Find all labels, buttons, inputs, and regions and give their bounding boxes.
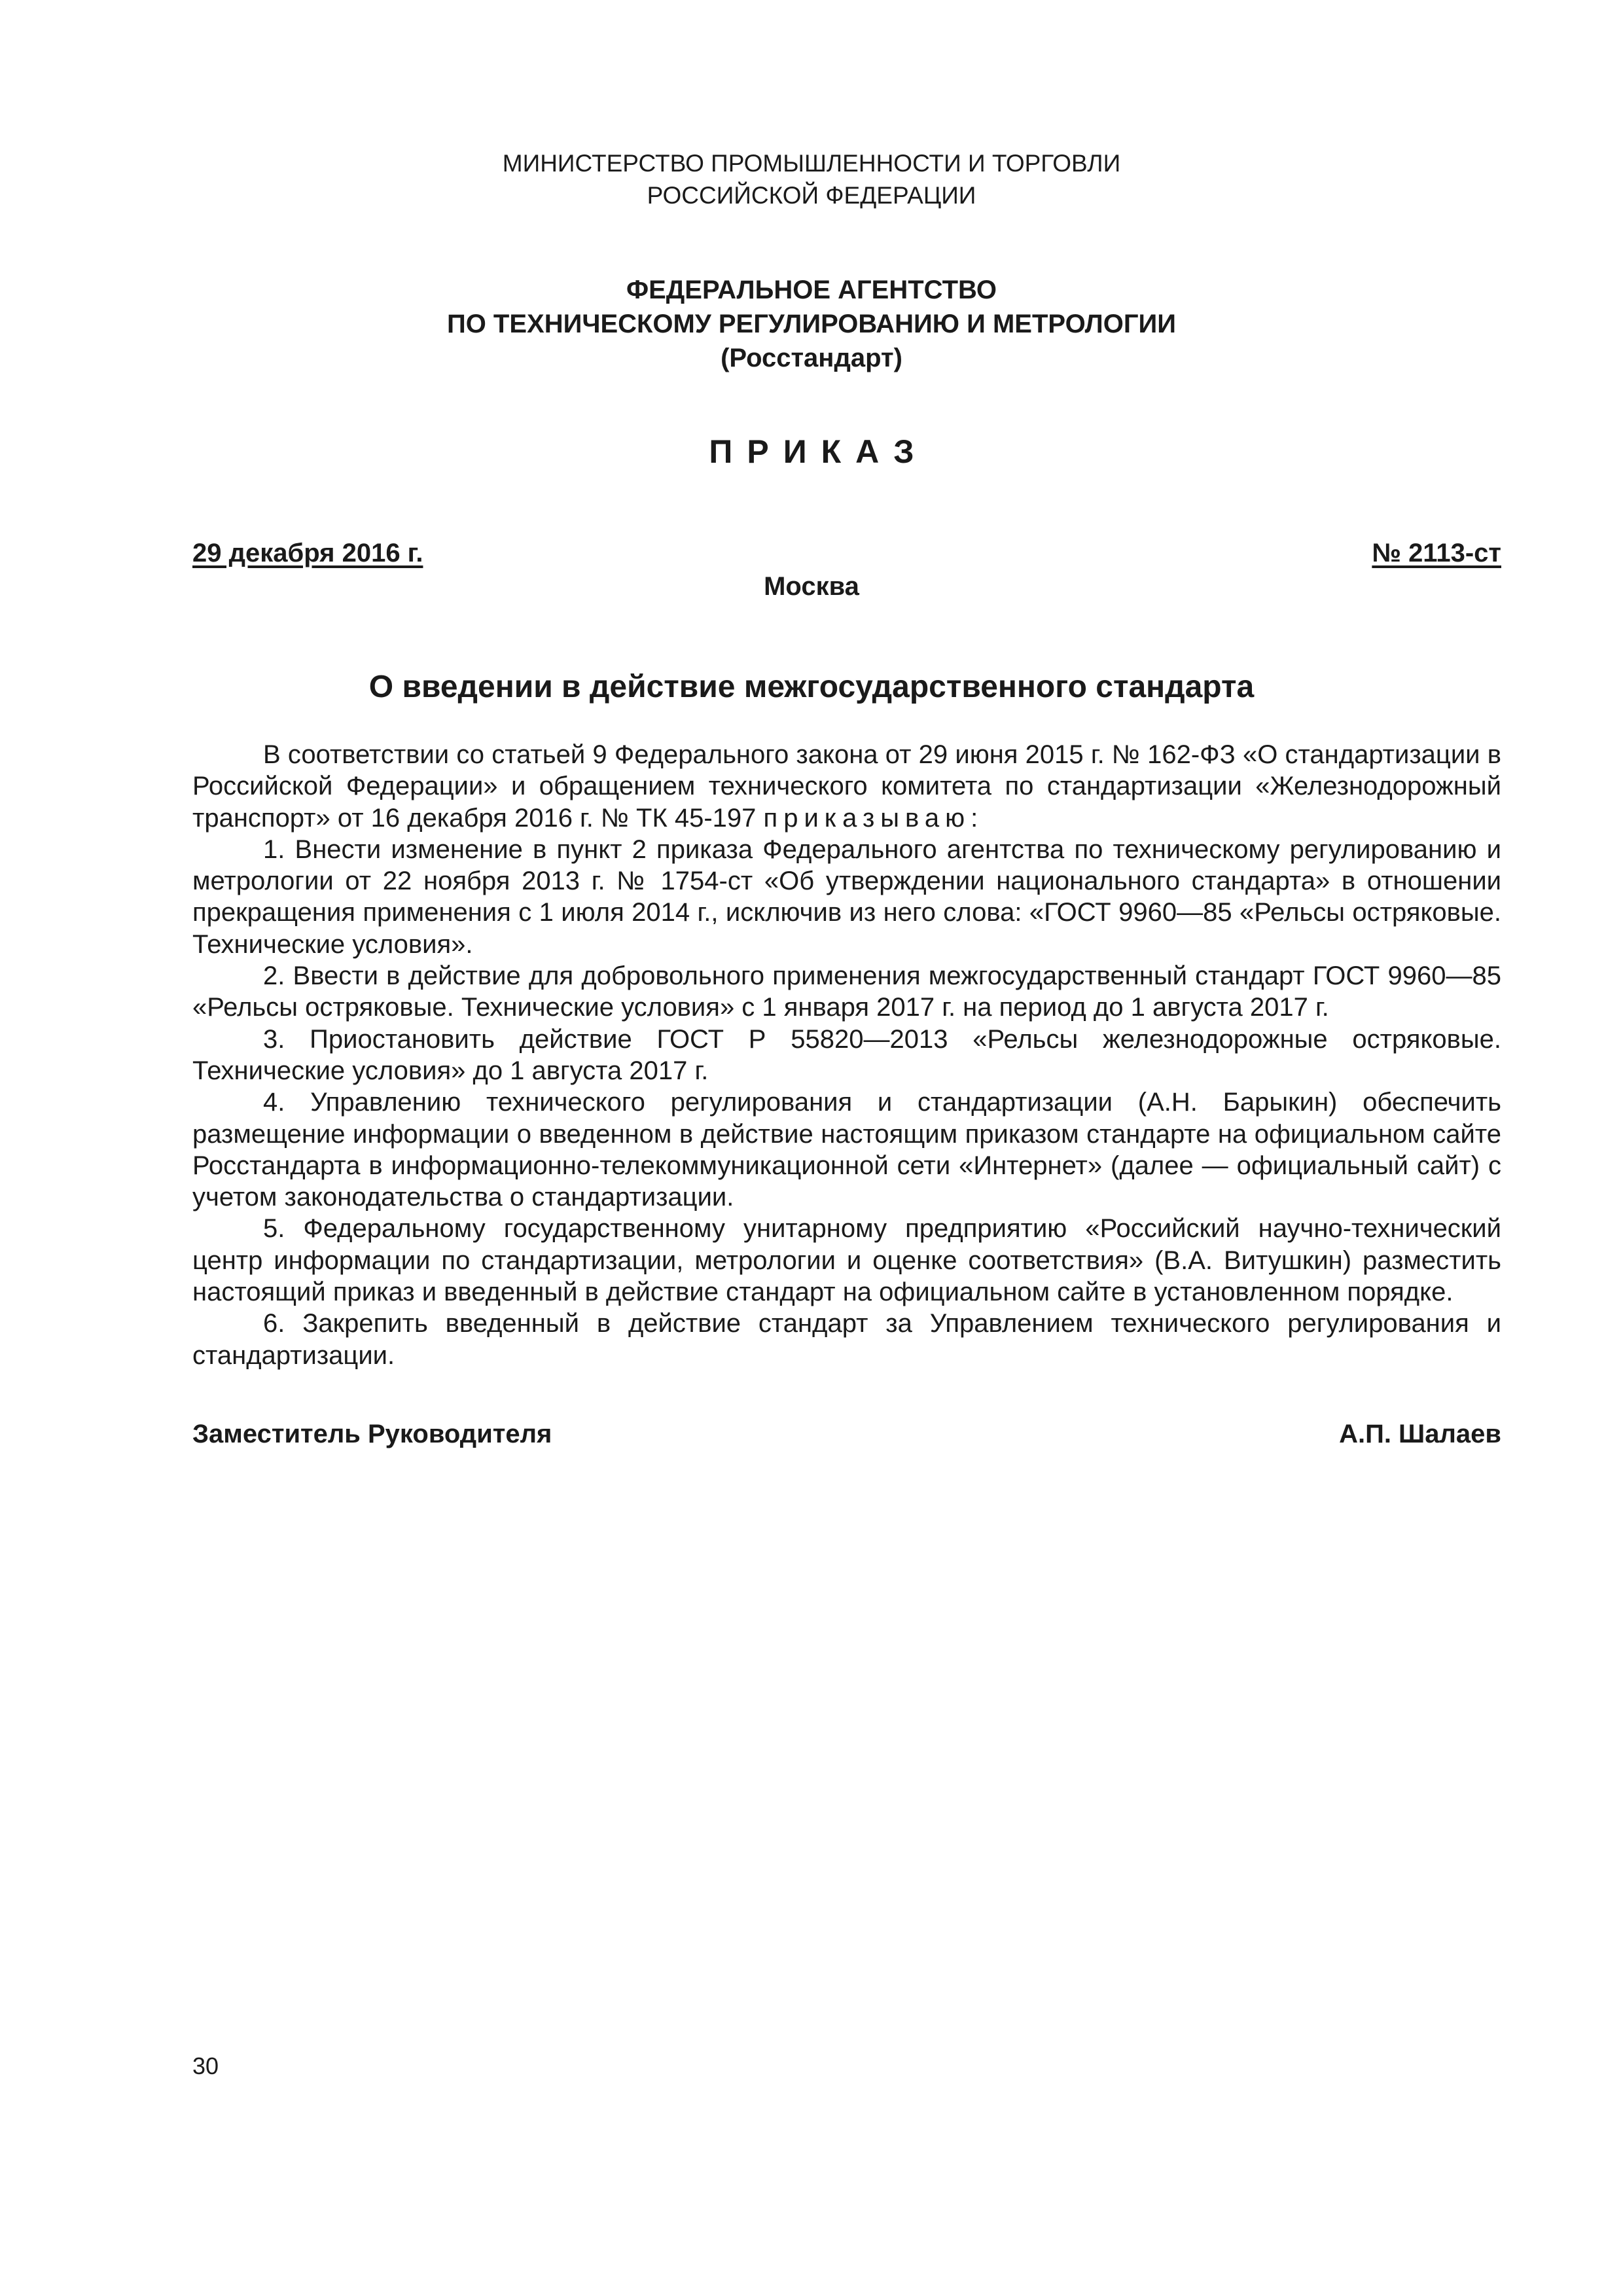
- order-title: ПРИКАЗ: [709, 433, 929, 470]
- order-item-6: 6. Закрепить введенный в действие стандарт за Управлением технического регулирования и стандартизации.: [192, 1309, 1501, 1370]
- preamble-text: В соответствии со статьей 9 Федерального закона от 29 июня 2015 г. № 162-ФЗ «О стандартизации в Российской Федерации» и обращением технического комитета по стандартизации «Железнодорожный транспорт» от 16 декабря 2016 г. № ТК 45-197: [192, 740, 1501, 833]
- order-item-2: 2. Ввести в действие для добровольного применения межгосударственный стандарт ГОСТ 9960—85 «Рельсы остряковые. Технические условия» с 1 января 2017 г. на период до 1 августа 2017 г.: [192, 961, 1501, 1022]
- ministry-header: [0, 147, 1623, 211]
- page-number: 30: [192, 2053, 219, 2079]
- order-subject: О введении в действие межгосударственного стандарта: [368, 670, 1255, 704]
- signatory-position: Заместитель Руководителя: [192, 1420, 552, 1448]
- agency-line-1: ФЕДЕРАЛЬНОЕ АГЕНТСТВО: [626, 276, 997, 304]
- agency-line-3: (Росстандарт): [721, 344, 902, 372]
- order-body: [192, 739, 1501, 1371]
- preamble-command: приказываю:: [763, 803, 984, 833]
- ministry-line-2: РОССИЙСКОЙ ФЕДЕРАЦИИ: [647, 182, 976, 209]
- signatory-name: А.П. Шалаев: [1339, 1420, 1501, 1448]
- preamble-paragraph: [192, 739, 1501, 834]
- order-date: 29 декабря 2016 г.: [192, 539, 423, 567]
- order-item-3: 3. Приостановить действие ГОСТ Р 55820—2013 «Рельсы железнодорожные остряковые. Технические условия» до 1 августа 2017 г.: [192, 1024, 1501, 1085]
- order-item-5: 5. Федеральному государственному унитарному предприятию «Российский научно-технический центр информации по стандартизации, метрологии и оценке соответствия» (В.А. Витушкин) разместить настоящий приказ и введенный в действие стандарт на официальном сайте в установленном порядке.: [192, 1214, 1501, 1307]
- agency-line-2: ПО ТЕХНИЧЕСКОМУ РЕГУЛИРОВАНИЮ И МЕТРОЛОГИИ: [446, 310, 1177, 338]
- order-item-1: 1. Внести изменение в пункт 2 приказа Федерального агентства по техническому регулированию и метрологии от 22 ноября 2013 г. № 1754-ст «Об утверждении национального стандарта» в отношении прекращения применения с 1 июля 2014 г., исключив из него слова: «ГОСТ 9960—85 «Рельсы остряковые. Технические условия».: [192, 834, 1501, 959]
- agency-header: [0, 273, 1623, 375]
- order-number: № 2113-ст: [1372, 539, 1501, 567]
- order-city: Москва: [764, 572, 859, 601]
- ministry-line-1: МИНИСТЕРСТВО ПРОМЫШЛЕННОСТИ И ТОРГОВЛИ: [502, 150, 1121, 177]
- order-item-4: 4. Управлению технического регулирования и стандартизации (А.Н. Барыкин) обеспечить размещение информации о введенном в действие настоящим приказом стандарте на официальном сайте Росстандарта в информационно-телекоммуникационной сети «Интернет» (далее — официальный сайт) с учетом законодательства о стандартизации.: [192, 1088, 1501, 1212]
